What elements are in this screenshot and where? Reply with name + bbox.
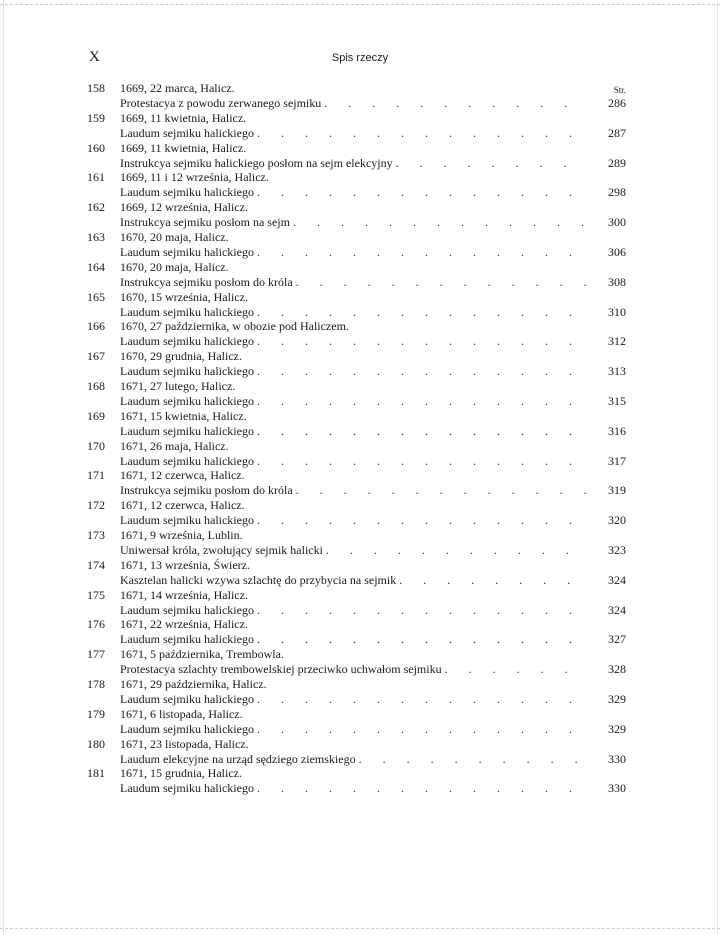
toc-entry: [0, 647, 720, 677]
entry-number: 174: [87, 557, 105, 572]
entry-number: 166: [87, 319, 105, 334]
entry-date-place: 1670, 15 września, Halicz.: [120, 289, 248, 304]
toc-entry: [0, 81, 720, 111]
entry-title: Laudum sejmiku halickiego: [120, 364, 254, 379]
entry-title: Laudum sejmiku halickiego: [120, 304, 254, 319]
toc-entry: [0, 409, 720, 439]
entry-number: 171: [87, 468, 105, 483]
dot-leader: [254, 513, 586, 528]
entry-number: 163: [87, 229, 105, 244]
entry-date-place: 1670, 20 maja, Halicz.: [120, 259, 229, 274]
toc-entry: [0, 319, 720, 349]
dot-leader: [254, 603, 586, 618]
entry-date-place: 1669, 22 marca, Halicz.: [120, 81, 235, 95]
entry-title: Laudum sejmiku halickiego: [120, 244, 254, 259]
entry-title-line: [120, 692, 586, 707]
entry-page-number: 286: [608, 96, 626, 110]
entry-number: 162: [87, 200, 105, 215]
entry-page-number: 315: [608, 393, 626, 408]
toc-entry: [0, 141, 720, 171]
entry-date-place: 1670, 29 grudnia, Halicz.: [120, 349, 242, 364]
dot-leader: [254, 185, 586, 200]
toc-entry: [0, 290, 720, 320]
entry-page-number: 306: [608, 244, 626, 259]
entry-date-place: 1671, 13 września, Świerz.: [120, 557, 250, 572]
entry-number: 173: [87, 527, 105, 542]
dot-leader: [254, 364, 586, 379]
entry-date-place: 1669, 11 kwietnia, Halicz.: [120, 140, 247, 155]
entry-date-place: 1670, 27 października, w obozie pod Haliczem.: [120, 319, 349, 334]
entry-page-number: 310: [608, 304, 626, 319]
entry-date-place: 1671, 14 września, Halicz.: [120, 587, 248, 602]
entry-title-line: [120, 245, 586, 260]
entry-title: Instrukcya sejmiku posłom na sejm: [120, 215, 290, 230]
entry-number: 177: [87, 647, 105, 662]
entry-title-line: [120, 215, 586, 230]
entry-page-number: 330: [608, 781, 626, 796]
entry-title-line: [120, 632, 586, 647]
entry-date-place: 1671, 27 lutego, Halicz.: [120, 378, 236, 393]
toc-entry: [0, 677, 720, 707]
entry-page-number: 300: [608, 215, 626, 230]
toc-entry: [0, 379, 720, 409]
entry-number: 160: [87, 140, 105, 155]
entry-date-place: 1669, 11 kwietnia, Halicz.: [120, 110, 247, 125]
entry-date-place: 1671, 12 czerwca, Halicz.: [120, 498, 245, 513]
entry-title-line: [120, 96, 586, 111]
entry-page-number: 323: [608, 542, 626, 557]
dot-leader: [323, 543, 586, 558]
entry-title: Kasztelan halicki wzywa szlachtę do przybycia na sejmik: [120, 572, 397, 587]
toc-entry: [0, 528, 720, 558]
dot-leader: [393, 156, 586, 171]
page-title: Spis rzeczy: [331, 52, 389, 64]
entry-title: Protestacya szlachty trembowelskiej przeciwko uchwałom sejmiku: [120, 662, 442, 677]
entry-title-line: [120, 275, 586, 290]
page-column-label: Str.: [613, 85, 626, 95]
entry-title-line: [120, 394, 586, 409]
toc-entry: [0, 260, 720, 290]
entry-date-place: 1671, 15 grudnia, Halicz.: [120, 766, 242, 781]
toc-entry: [0, 439, 720, 469]
dot-leader: [254, 126, 586, 141]
entry-date-place: 1671, 9 września, Lublin.: [120, 527, 243, 542]
entry-number: 158: [87, 81, 105, 95]
entry-number: 164: [87, 259, 105, 274]
entry-title-line: [120, 454, 586, 469]
toc-entry: [0, 468, 720, 498]
entry-page-number: 313: [608, 364, 626, 379]
entry-page-number: 287: [608, 125, 626, 140]
entry-title-line: [120, 156, 586, 171]
entry-title: Laudum sejmiku halickiego: [120, 393, 254, 408]
entry-title: Laudum sejmiku halickiego: [120, 781, 254, 796]
entry-title: Laudum sejmiku halickiego: [120, 602, 254, 617]
entry-title-line: [120, 305, 586, 320]
scan-edge-top: [0, 4, 720, 5]
entry-date-place: 1670, 20 maja, Halicz.: [120, 229, 229, 244]
toc-entry: [0, 588, 720, 618]
entry-title: Protestacya z powodu zerwanego sejmiku: [120, 96, 322, 110]
toc-entry: [0, 617, 720, 647]
dot-leader: [254, 245, 586, 260]
entry-title: Uniwersał króla, zwołujący sejmik halicki: [120, 542, 323, 557]
entry-title: Laudum sejmiku halickiego: [120, 691, 254, 706]
entry-number: 165: [87, 289, 105, 304]
entry-title-line: [120, 722, 586, 737]
entry-title-line: [120, 781, 586, 796]
dot-leader: [254, 781, 586, 796]
dot-leader: [321, 96, 586, 111]
dot-leader: [254, 305, 586, 320]
entry-title: Instrukcya sejmiku posłom do króla: [120, 483, 293, 498]
entry-page-number: 324: [608, 572, 626, 587]
entry-page-number: 289: [608, 155, 626, 170]
entry-number: 178: [87, 676, 105, 691]
entry-number: 167: [87, 349, 105, 364]
dot-leader: [396, 573, 586, 588]
dot-leader: [254, 394, 586, 409]
entry-page-number: 312: [608, 334, 626, 349]
toc-entry: [0, 737, 720, 767]
entry-title: Laudum elekcyjne na urząd sędziego ziemskiego: [120, 751, 356, 766]
entry-page-number: 330: [608, 751, 626, 766]
toc-entry: [0, 707, 720, 737]
entry-page-number: 329: [608, 691, 626, 706]
entry-title-line: [120, 364, 586, 379]
entry-title-line: [120, 424, 586, 439]
entry-date-place: 1671, 22 września, Halicz.: [120, 617, 248, 632]
toc-entry: [0, 558, 720, 588]
dot-leader: [254, 424, 586, 439]
entry-title-line: [120, 603, 586, 618]
entry-date-place: 1669, 12 września, Halicz.: [120, 200, 248, 215]
entry-number: 159: [87, 110, 105, 125]
entry-date-place: 1669, 11 i 12 września, Halicz.: [120, 170, 269, 185]
entry-date-place: 1671, 5 października, Trembowla.: [120, 647, 284, 662]
entry-page-number: 327: [608, 632, 626, 647]
dot-leader: [254, 334, 586, 349]
entry-page-number: 317: [608, 453, 626, 468]
toc-entry: [0, 349, 720, 379]
entry-title: Laudum sejmiku halickiego: [120, 125, 254, 140]
table-of-contents: [0, 81, 720, 796]
entry-title-line: [120, 334, 586, 349]
entry-title: Laudum sejmiku halickiego: [120, 423, 254, 438]
entry-title: Instrukcya sejmiku halickiego posłom na sejm elekcyjny: [120, 155, 393, 170]
entry-title: Laudum sejmiku halickiego: [120, 185, 254, 200]
dot-leader: [356, 752, 586, 767]
entry-number: 176: [87, 617, 105, 632]
toc-entry: [0, 170, 720, 200]
entry-date-place: 1671, 12 czerwca, Halicz.: [120, 468, 245, 483]
toc-entry: [0, 200, 720, 230]
entry-page-number: 329: [608, 721, 626, 736]
dot-leader: [442, 662, 586, 677]
entry-title: Laudum sejmiku halickiego: [120, 334, 254, 349]
page-number: X: [89, 49, 100, 65]
entry-title-line: [120, 513, 586, 528]
entry-number: 161: [87, 170, 105, 185]
entry-title: Laudum sejmiku halickiego: [120, 721, 254, 736]
entry-title-line: [120, 483, 586, 498]
entry-title: Laudum sejmiku halickiego: [120, 632, 254, 647]
entry-number: 179: [87, 706, 105, 721]
entry-title-line: [120, 185, 586, 200]
dot-leader: [254, 692, 586, 707]
toc-entry: [0, 230, 720, 260]
dot-leader: [254, 722, 586, 737]
entry-page-number: 319: [608, 483, 626, 498]
toc-entry: [0, 111, 720, 141]
entry-number: 175: [87, 587, 105, 602]
dot-leader: [290, 215, 586, 230]
entry-number: 168: [87, 378, 105, 393]
entry-number: 169: [87, 408, 105, 423]
entry-number: 172: [87, 498, 105, 513]
entry-title: Instrukcya sejmiku posłom do króla: [120, 274, 293, 289]
entry-page-number: 324: [608, 602, 626, 617]
entry-date-place: 1671, 29 października, Halicz.: [120, 676, 267, 691]
entry-title-line: [120, 662, 586, 677]
toc-entry: [0, 766, 720, 796]
entry-number: 180: [87, 736, 105, 751]
entry-title-line: [120, 543, 586, 558]
toc-entry: [0, 498, 720, 528]
entry-date-place: 1671, 6 listopada, Halicz.: [120, 706, 243, 721]
entry-title: Laudum sejmiku halickiego: [120, 513, 254, 528]
dot-leader: [254, 454, 586, 469]
entry-page-number: 308: [608, 274, 626, 289]
entry-number: 170: [87, 438, 105, 453]
entry-date-place: 1671, 23 listopada, Halicz.: [120, 736, 249, 751]
entry-page-number: 298: [608, 185, 626, 200]
entry-title-line: [120, 126, 586, 141]
entry-number: 181: [87, 766, 105, 781]
entry-title: Laudum sejmiku halickiego: [120, 453, 254, 468]
entry-date-place: 1671, 26 maja, Halicz.: [120, 438, 229, 453]
dot-leader: [254, 632, 586, 647]
scan-edge-bottom: [0, 928, 720, 929]
dot-leader: [293, 483, 586, 498]
entry-page-number: 316: [608, 423, 626, 438]
dot-leader: [293, 275, 586, 290]
entry-page-number: 328: [608, 662, 626, 677]
entry-date-place: 1671, 15 kwietnia, Halicz.: [120, 408, 247, 423]
entry-title-line: [120, 752, 586, 767]
entry-page-number: 320: [608, 513, 626, 528]
entry-title-line: [120, 573, 586, 588]
